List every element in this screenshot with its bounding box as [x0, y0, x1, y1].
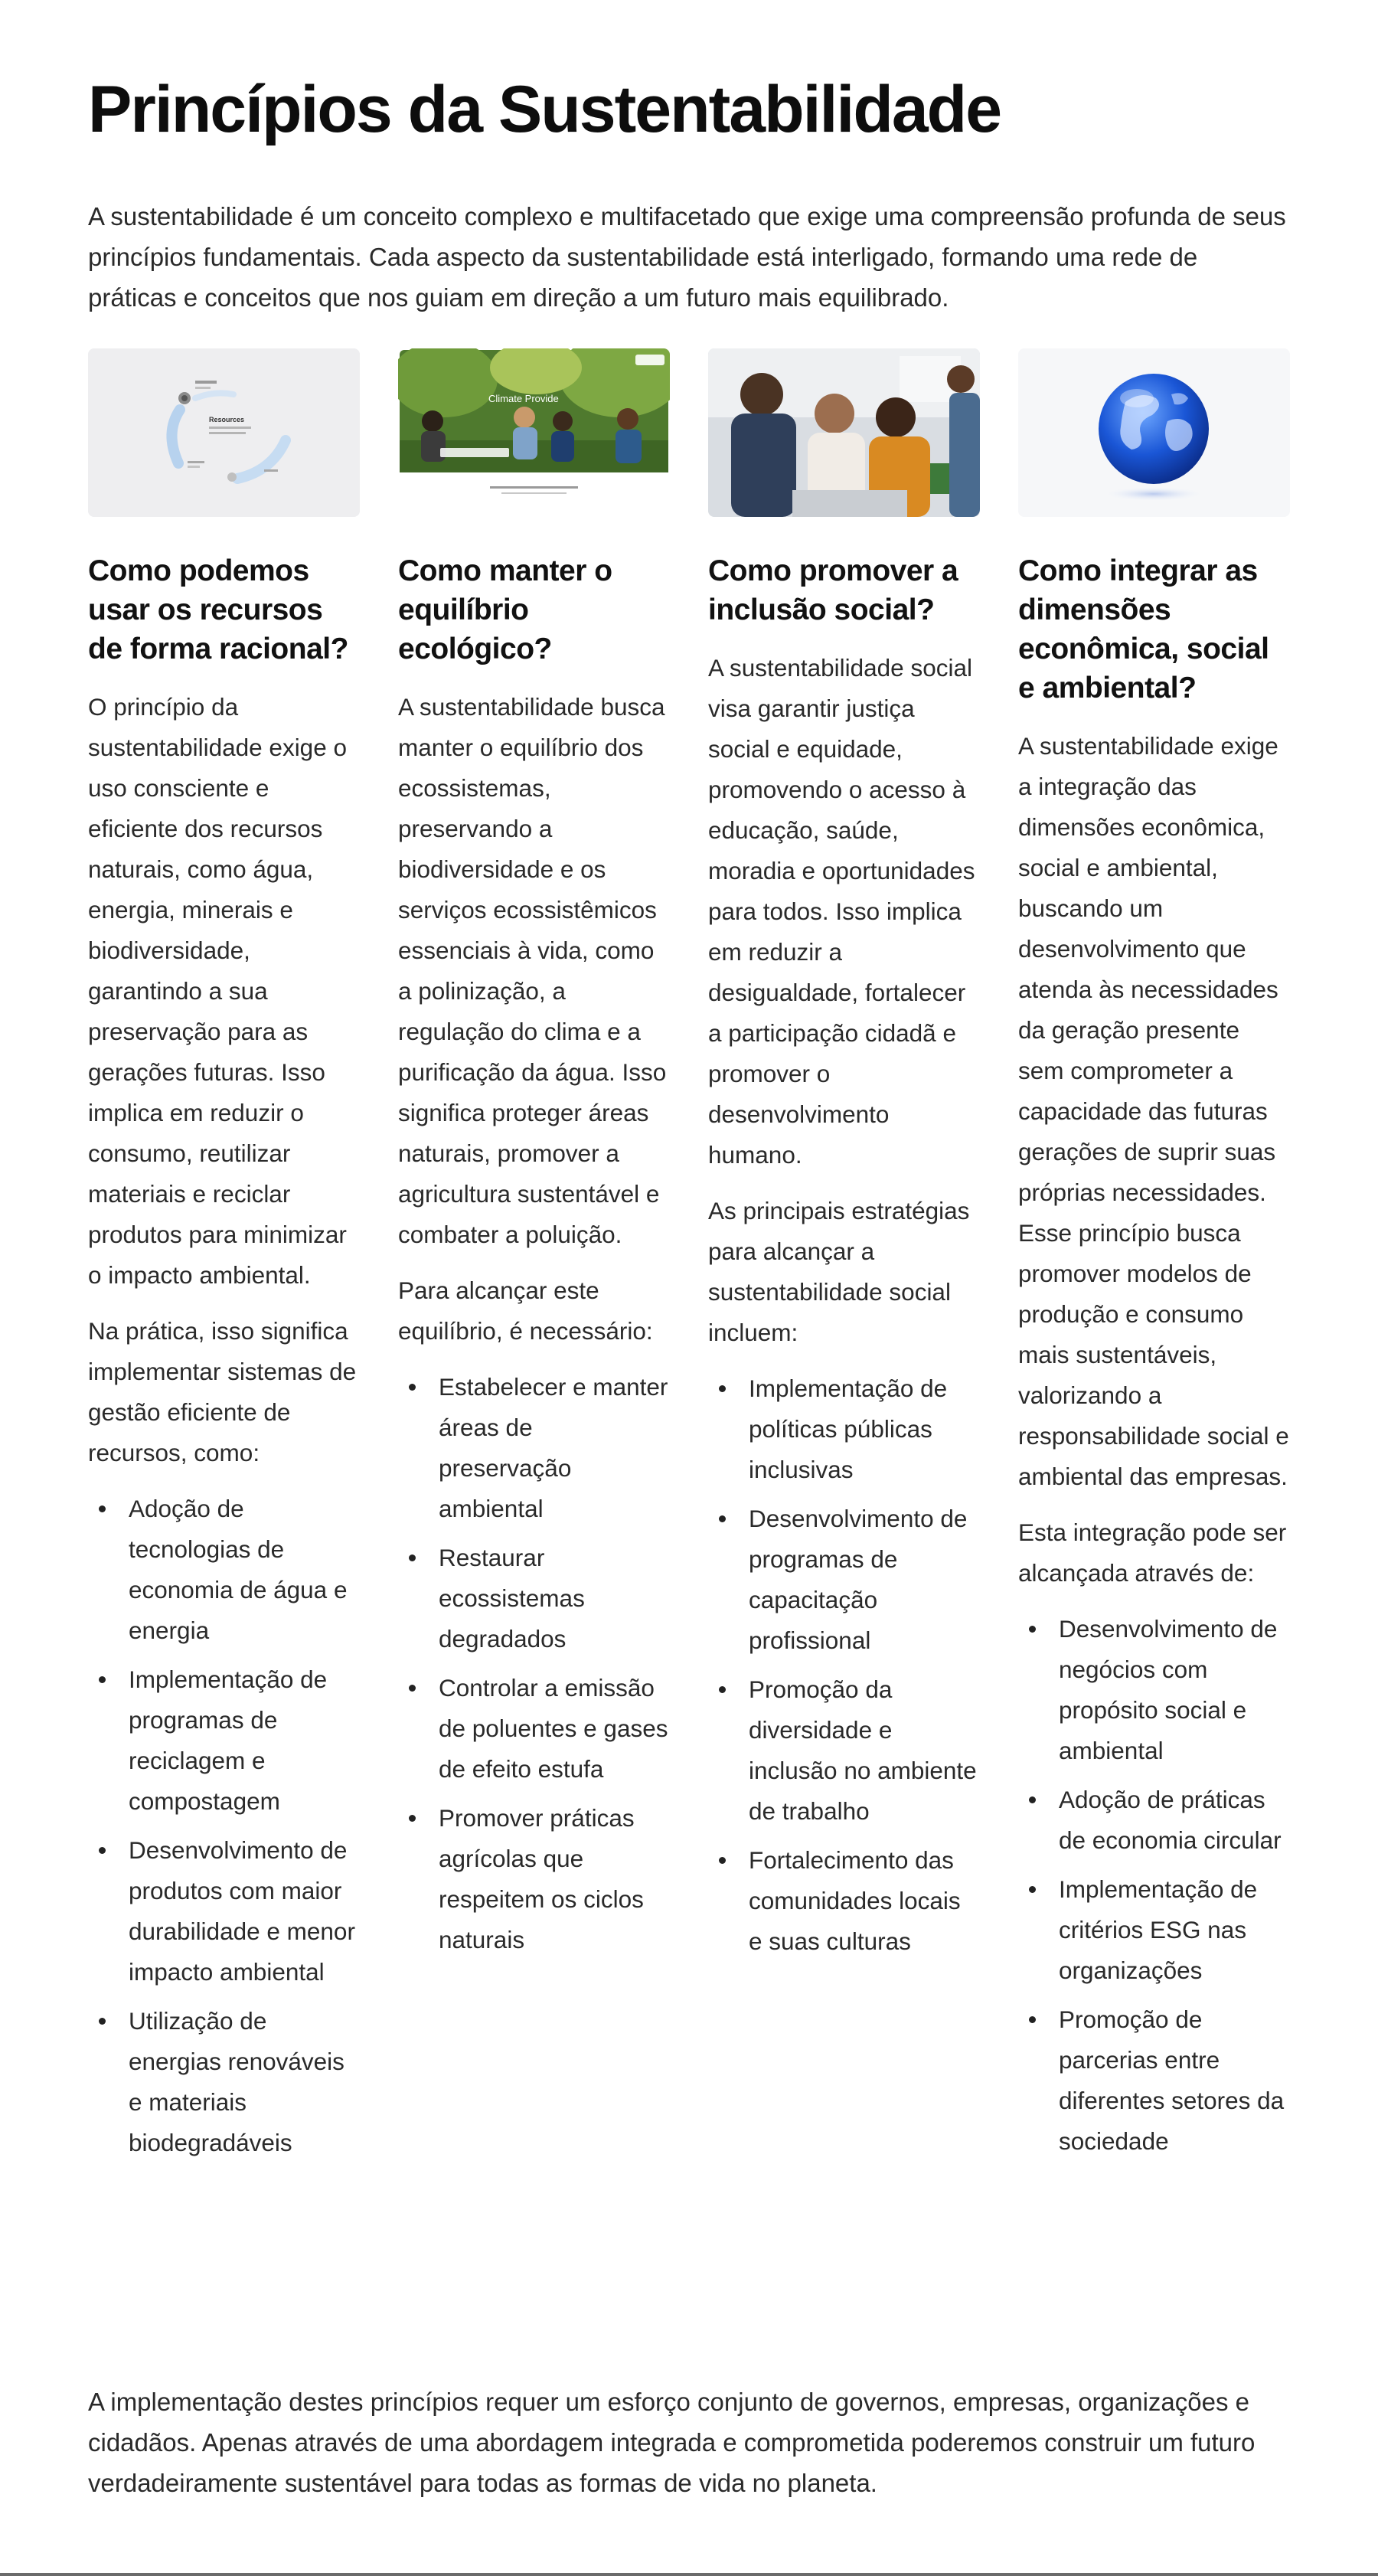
- list-item: Utilização de energias renováveis e materiais biodegradáveis: [88, 2001, 360, 2163]
- principle-card-integration: [1018, 348, 1290, 2172]
- resources-image-label: Resources: [209, 416, 245, 423]
- cycle-diagram-graphic: [88, 348, 360, 517]
- principle-paragraph: A sustentabilidade busca manter o equilíbrio dos ecossistemas, preservando a biodiversidade e os serviços ecossistêmicos essenciais à vida, como a polinização, a regulação do clima e a purificação da água. Isso significa proteger áreas naturais, promover a agricultura sustentável e combater a poluição.: [398, 693, 667, 1248]
- principle-card-resources: [88, 348, 360, 2172]
- resources-cycle-image: [88, 348, 360, 517]
- principle-paragraph: O princípio da sustentabilidade exige o uso consciente e eficiente dos recursos naturais, como água, energia, minerais e biodiversidade, garantindo a sua preservação para as gerações futuras. Isso implica em reduzir o consumo, reutilizar materiais e reciclar produtos para minimizar o impacto ambiental.: [88, 693, 347, 1289]
- ecology-photo: [398, 348, 670, 517]
- principles-grid: [88, 348, 1290, 2172]
- list-item: Estabelecer e manter áreas de preservação ambiental: [398, 1367, 670, 1529]
- principle-paragraph: Para alcançar este equilíbrio, é necessário:: [398, 1277, 653, 1345]
- office-meeting-photo-graphic: [708, 348, 980, 517]
- principle-paragraph: Na prática, isso significa implementar sistemas de gestão eficiente de recursos, como:: [88, 1317, 357, 1466]
- principle-heading: Como integrar as dimensões econômica, social e ambiental?: [1018, 554, 1269, 704]
- list-item: Desenvolvimento de produtos com maior durabilidade e menor impacto ambiental: [88, 1830, 360, 1992]
- principle-heading: Como manter o equilíbrio ecológico?: [398, 554, 612, 665]
- social-inclusion-photo: [708, 348, 980, 517]
- list-item: Adoção de práticas de economia circular: [1018, 1780, 1290, 1861]
- principle-card-ecology: [398, 348, 670, 2172]
- principle-paragraph: As principais estratégias para alcançar a sustentabilidade social incluem:: [708, 1197, 970, 1346]
- intro-paragraph: A sustentabilidade é um conceito complexo e multifacetado que exige uma compreensão profunda de seus princípios fundamentais. Cada aspecto da sustentabilidade está interligado, formando uma rede de práticas e conceitos que nos guiam em direção a um futuro mais equilibrado.: [88, 202, 1286, 312]
- principle-heading: Como podemos usar os recursos de forma racional?: [88, 554, 348, 665]
- list-item: Desenvolvimento de programas de capacitação profissional: [708, 1499, 980, 1661]
- bottom-divider: [0, 2573, 1378, 2576]
- page-title: Princípios da Sustentabilidade: [88, 73, 1001, 146]
- list-item: Implementação de critérios ESG nas organizações: [1018, 1869, 1290, 1991]
- list-item: Desenvolvimento de negócios com propósito social e ambiental: [1018, 1609, 1290, 1771]
- globe-image: [1018, 348, 1290, 517]
- list-item: Controlar a emissão de poluentes e gases de efeito estufa: [398, 1668, 670, 1790]
- list-item: Adoção de tecnologias de economia de água e energia: [88, 1489, 360, 1651]
- principle-paragraph: A sustentabilidade exige a integração das dimensões econômica, social e ambiental, buscando um desenvolvimento que atenda às necessidades da geração presente sem comprometer a capacidade das futuras gerações de suprir suas próprias necessidades. Esse princípio busca promover modelos de produção e consumo mais sustentáveis, valorizando a responsabilidade social e ambiental das empresas.: [1018, 732, 1289, 1490]
- principle-list: [1018, 1609, 1290, 2162]
- principle-list: [398, 1367, 670, 1960]
- list-item: Implementação de políticas públicas inclusivas: [708, 1368, 980, 1490]
- list-item: Restaurar ecossistemas degradados: [398, 1538, 670, 1659]
- principle-list: [708, 1368, 980, 1962]
- principle-heading: Como promover a inclusão social?: [708, 554, 958, 626]
- globe-icon: [1018, 348, 1290, 517]
- ecology-image-label: Climate Provide: [488, 393, 559, 404]
- park-group-photo-graphic: [398, 348, 670, 517]
- principle-paragraph: A sustentabilidade social visa garantir justiça social e equidade, promovendo o acesso à educação, saúde, moradia e oportunidades para todos. Isso implica em reduzir a desigualdade, fortalecer a participação cidadã e promover o desenvolvimento humano.: [708, 654, 975, 1169]
- closing-paragraph: A implementação destes princípios requer um esforço conjunto de governos, empresas, organizações e cidadãos. Apenas através de uma abordagem integrada e comprometida poderemos construir um futuro verdadeiramente sustentável para todas as formas de vida no planeta.: [88, 2388, 1256, 2497]
- list-item: Promover práticas agrícolas que respeitem os ciclos naturais: [398, 1798, 670, 1960]
- list-item: Promoção de parcerias entre diferentes setores da sociedade: [1018, 1999, 1290, 2162]
- list-item: Implementação de programas de reciclagem e compostagem: [88, 1659, 360, 1822]
- principle-list: [88, 1489, 360, 2163]
- list-item: Promoção da diversidade e inclusão no ambiente de trabalho: [708, 1669, 980, 1832]
- principle-card-social: [708, 348, 980, 2172]
- principle-paragraph: Esta integração pode ser alcançada através de:: [1018, 1518, 1287, 1587]
- list-item: Fortalecimento das comunidades locais e suas culturas: [708, 1840, 980, 1962]
